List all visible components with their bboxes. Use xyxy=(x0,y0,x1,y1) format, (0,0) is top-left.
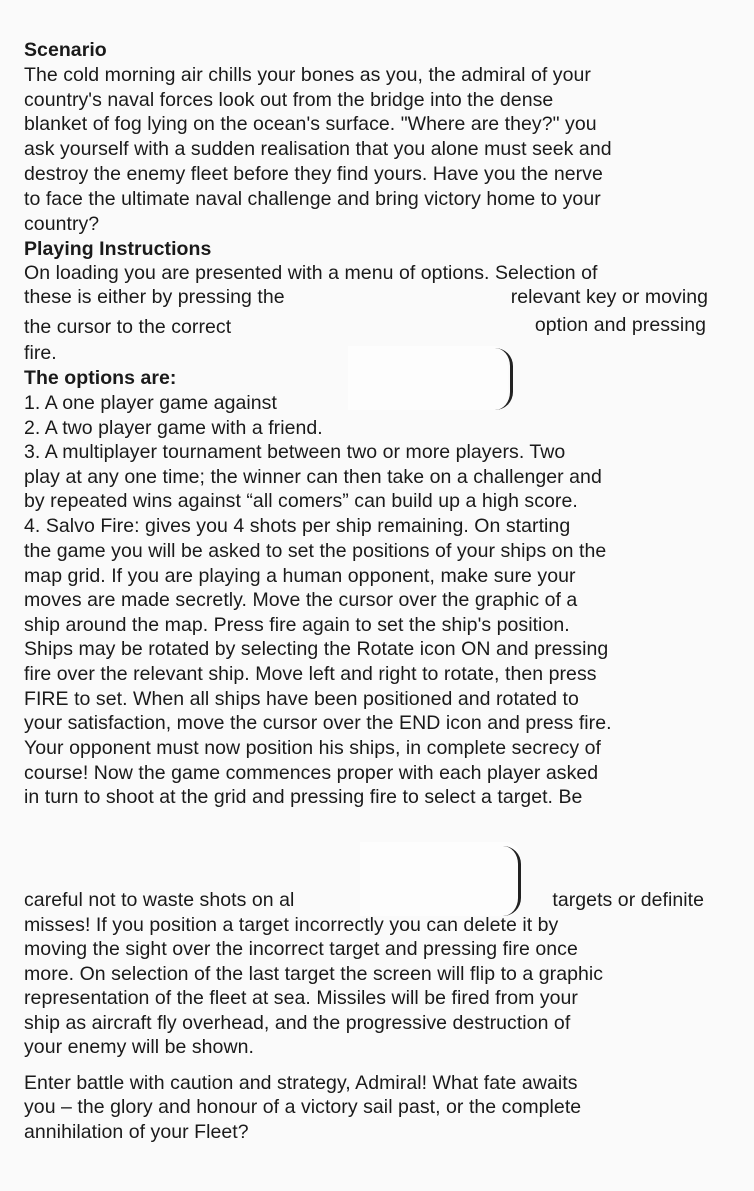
scenario-line: The cold morning air chills your bones as you, the admiral of your xyxy=(24,64,591,86)
options-line: by repeated wins against “all comers” can build up a high score. xyxy=(24,490,578,512)
options-line: play at any one time; the winner can then take on a challenger and xyxy=(24,466,602,488)
continuation-line: your enemy will be shown. xyxy=(24,1036,254,1058)
option-item: 2. A two player game with a friend. xyxy=(24,417,323,439)
options-line: fire over the relevant ship. Move left and right to rotate, then press xyxy=(24,663,597,685)
scenario-line: blanket of fog lying on the ocean's surface. "Where are they?" you xyxy=(24,113,597,135)
scenario-line: destroy the enemy fleet before they find yours. Have you the nerve xyxy=(24,163,603,185)
scenario-line: country's naval forces look out from the bridge into the dense xyxy=(24,89,554,111)
closing-line: annihilation of your Fleet? xyxy=(24,1121,249,1143)
options-line: map grid. If you are playing a human opponent, make sure your xyxy=(24,565,576,587)
options-line: Your opponent must now position his ships, in complete secrecy of xyxy=(24,737,602,759)
options-line: the game you will be asked to set the positions of your ships on the xyxy=(24,540,607,562)
instructions-line: relevant key or moving xyxy=(510,286,708,308)
torn-edge xyxy=(496,846,521,916)
instructions-line: option and pressing xyxy=(534,314,706,336)
scenario-heading: Scenario xyxy=(24,39,107,61)
options-line: ship around the map. Press fire again to set the ship's position. xyxy=(24,614,570,636)
continuation-line: misses! If you position a target incorrectly you can delete it by xyxy=(24,914,559,936)
options-line: Ships may be rotated by selecting the Rotate icon ON and pressing xyxy=(24,638,609,660)
options-line: 3. A multiplayer tournament between two or more players. Two xyxy=(24,441,566,463)
options-line: your satisfaction, move the cursor over the END icon and press fire. xyxy=(24,712,612,734)
options-line: course! Now the game commences proper with each player asked xyxy=(24,762,599,784)
instructions-heading: Playing Instructions xyxy=(24,238,212,260)
options-line: 4. Salvo Fire: gives you 4 shots per ship remaining. On starting xyxy=(24,515,571,537)
options-line: moves are made secretly. Move the cursor over the graphic of a xyxy=(24,589,578,611)
continuation-line: representation of the fleet at sea. Missiles will be fired from your xyxy=(24,987,578,1009)
scenario-line: country? xyxy=(24,213,100,235)
scenario-line: ask yourself with a sudden realisation that you alone must seek and xyxy=(24,138,612,160)
torn-edge xyxy=(480,348,513,410)
option-item: 1. A one player game against xyxy=(24,392,277,414)
instructions-line: the cursor to the correct xyxy=(24,316,232,338)
closing-line: Enter battle with caution and strategy, Admiral! What fate awaits xyxy=(24,1072,578,1094)
instructions-line: fire. xyxy=(24,342,57,364)
scenario-line: to face the ultimate naval challenge and bring victory home to your xyxy=(24,188,601,210)
instructions-line: these is either by pressing the xyxy=(24,286,285,308)
instructions-line: On loading you are presented with a menu of options. Selection of xyxy=(24,262,598,284)
closing-line: you – the glory and honour of a victory sail past, or the complete xyxy=(24,1096,582,1118)
continuation-line: moving the sight over the incorrect target and pressing fire once xyxy=(24,938,578,960)
continuation-line: careful not to waste shots on al xyxy=(24,889,295,911)
options-line: in turn to shoot at the grid and pressing fire to select a target. Be xyxy=(24,786,583,808)
options-heading: The options are: xyxy=(24,367,177,389)
options-line: FIRE to set. When all ships have been positioned and rotated to xyxy=(24,688,579,710)
continuation-line: more. On selection of the last target the screen will flip to a graphic xyxy=(24,963,604,985)
continuation-line: targets or definite xyxy=(552,889,704,911)
continuation-line: ship as aircraft fly overhead, and the progressive destruction of xyxy=(24,1012,571,1034)
